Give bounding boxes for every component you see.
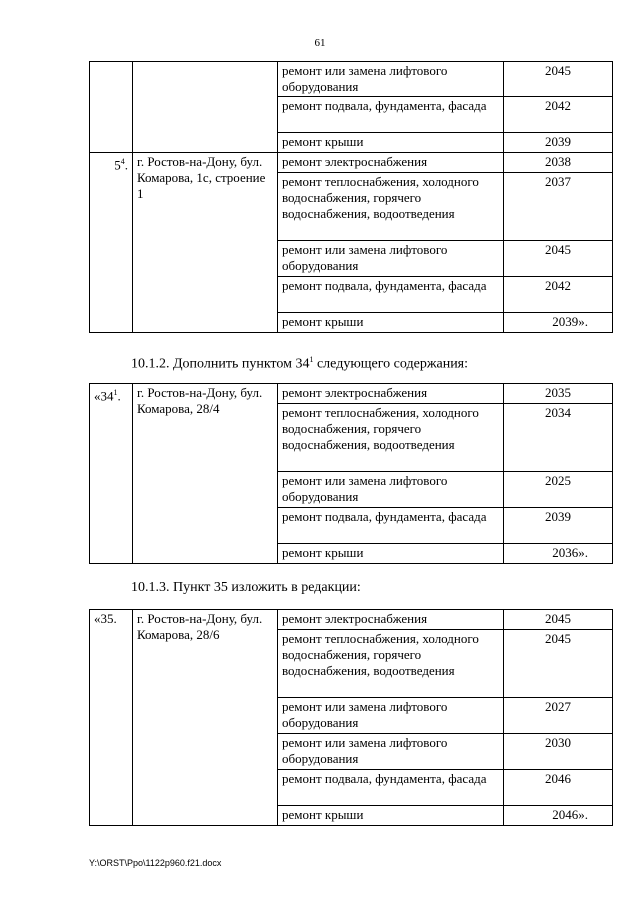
year-cell: 2034: [504, 404, 613, 472]
work-cell: ремонт теплоснабжения, холодного водоснабжения, горячего водоснабжения, водоотведения: [278, 404, 504, 472]
year-cell: 2039».: [504, 313, 613, 333]
table-row: [90, 384, 613, 404]
amendment-paragraph-2: 10.1.3. Пункт 35 изложить в редакции:: [131, 580, 361, 595]
schedule-table-3: [89, 609, 613, 826]
year-cell: 2042: [504, 277, 613, 313]
year-cell: 2039: [504, 508, 613, 544]
year-cell: 2042: [504, 97, 613, 133]
table-row: [90, 610, 613, 630]
work-cell: ремонт крыши: [278, 313, 504, 333]
work-cell: ремонт или замена лифтового оборудования: [278, 241, 504, 277]
year-cell: 2038: [504, 153, 613, 173]
address-cell: г. Ростов-на-Дону, бул. Комарова, 28/4: [133, 384, 278, 564]
number-cell-empty: [90, 62, 133, 153]
work-cell: ремонт электроснабжения: [278, 384, 504, 404]
work-cell: ремонт или замена лифтового оборудования: [278, 62, 504, 97]
work-cell: ремонт крыши: [278, 806, 504, 826]
amendment-paragraph-1: [131, 355, 468, 373]
year-cell: 2045: [504, 241, 613, 277]
work-cell: ремонт крыши: [278, 544, 504, 564]
year-cell: 2030: [504, 734, 613, 770]
year-cell: 2037: [504, 173, 613, 241]
item-number-sup: 4: [120, 157, 125, 166]
work-cell: ремонт или замена лифтового оборудования: [278, 734, 504, 770]
item-number-main: 5: [114, 157, 121, 173]
work-cell: ремонт теплоснабжения, холодного водоснабжения, горячего водоснабжения, водоотведения: [278, 173, 504, 241]
item-number: [90, 384, 133, 564]
item-number: «35.: [90, 610, 133, 826]
para-text-suffix: следующего содержания:: [313, 356, 469, 372]
work-cell: ремонт подвала, фундамента, фасада: [278, 277, 504, 313]
work-cell: ремонт подвала, фундамента, фасада: [278, 508, 504, 544]
year-cell: 2046».: [504, 806, 613, 826]
work-cell: ремонт или замена лифтового оборудования: [278, 472, 504, 508]
year-cell: 2045: [504, 610, 613, 630]
address-cell: г. Ростов-на-Дону, бул. Комарова, 1с, строение 1: [133, 153, 278, 333]
item-number: [90, 153, 133, 333]
schedule-table-2: [89, 383, 613, 564]
year-cell: 2045: [504, 62, 613, 97]
table-row: [90, 153, 613, 173]
year-cell: 2045: [504, 630, 613, 698]
year-cell: 2039: [504, 133, 613, 153]
file-path-footer: Y:\ORST\Ppo\1122p960.f21.docx: [89, 858, 222, 868]
work-cell: ремонт подвала, фундамента, фасада: [278, 770, 504, 806]
address-cell: г. Ростов-на-Дону, бул. Комарова, 28/6: [133, 610, 278, 826]
item-number-sup: 1: [113, 388, 118, 397]
para-text: 10.1.2. Дополнить пунктом 34: [131, 356, 310, 372]
page-number: 61: [314, 37, 326, 49]
address-cell-empty: [133, 62, 278, 153]
work-cell: ремонт электроснабжения: [278, 153, 504, 173]
table-row: [90, 62, 613, 97]
year-cell: 2036».: [504, 544, 613, 564]
year-cell: 2025: [504, 472, 613, 508]
work-cell: ремонт электроснабжения: [278, 610, 504, 630]
work-cell: ремонт теплоснабжения, холодного водоснабжения, горячего водоснабжения, водоотведения: [278, 630, 504, 698]
schedule-table-1: [89, 61, 613, 333]
year-cell: 2027: [504, 698, 613, 734]
year-cell: 2035: [504, 384, 613, 404]
year-cell: 2046: [504, 770, 613, 806]
item-number-main: «34: [94, 388, 114, 404]
item-number-suffix: .: [124, 157, 128, 173]
item-number-suffix: .: [117, 388, 121, 404]
work-cell: ремонт крыши: [278, 133, 504, 153]
work-cell: ремонт или замена лифтового оборудования: [278, 698, 504, 734]
para-sup: 1: [309, 355, 314, 364]
work-cell: ремонт подвала, фундамента, фасада: [278, 97, 504, 133]
